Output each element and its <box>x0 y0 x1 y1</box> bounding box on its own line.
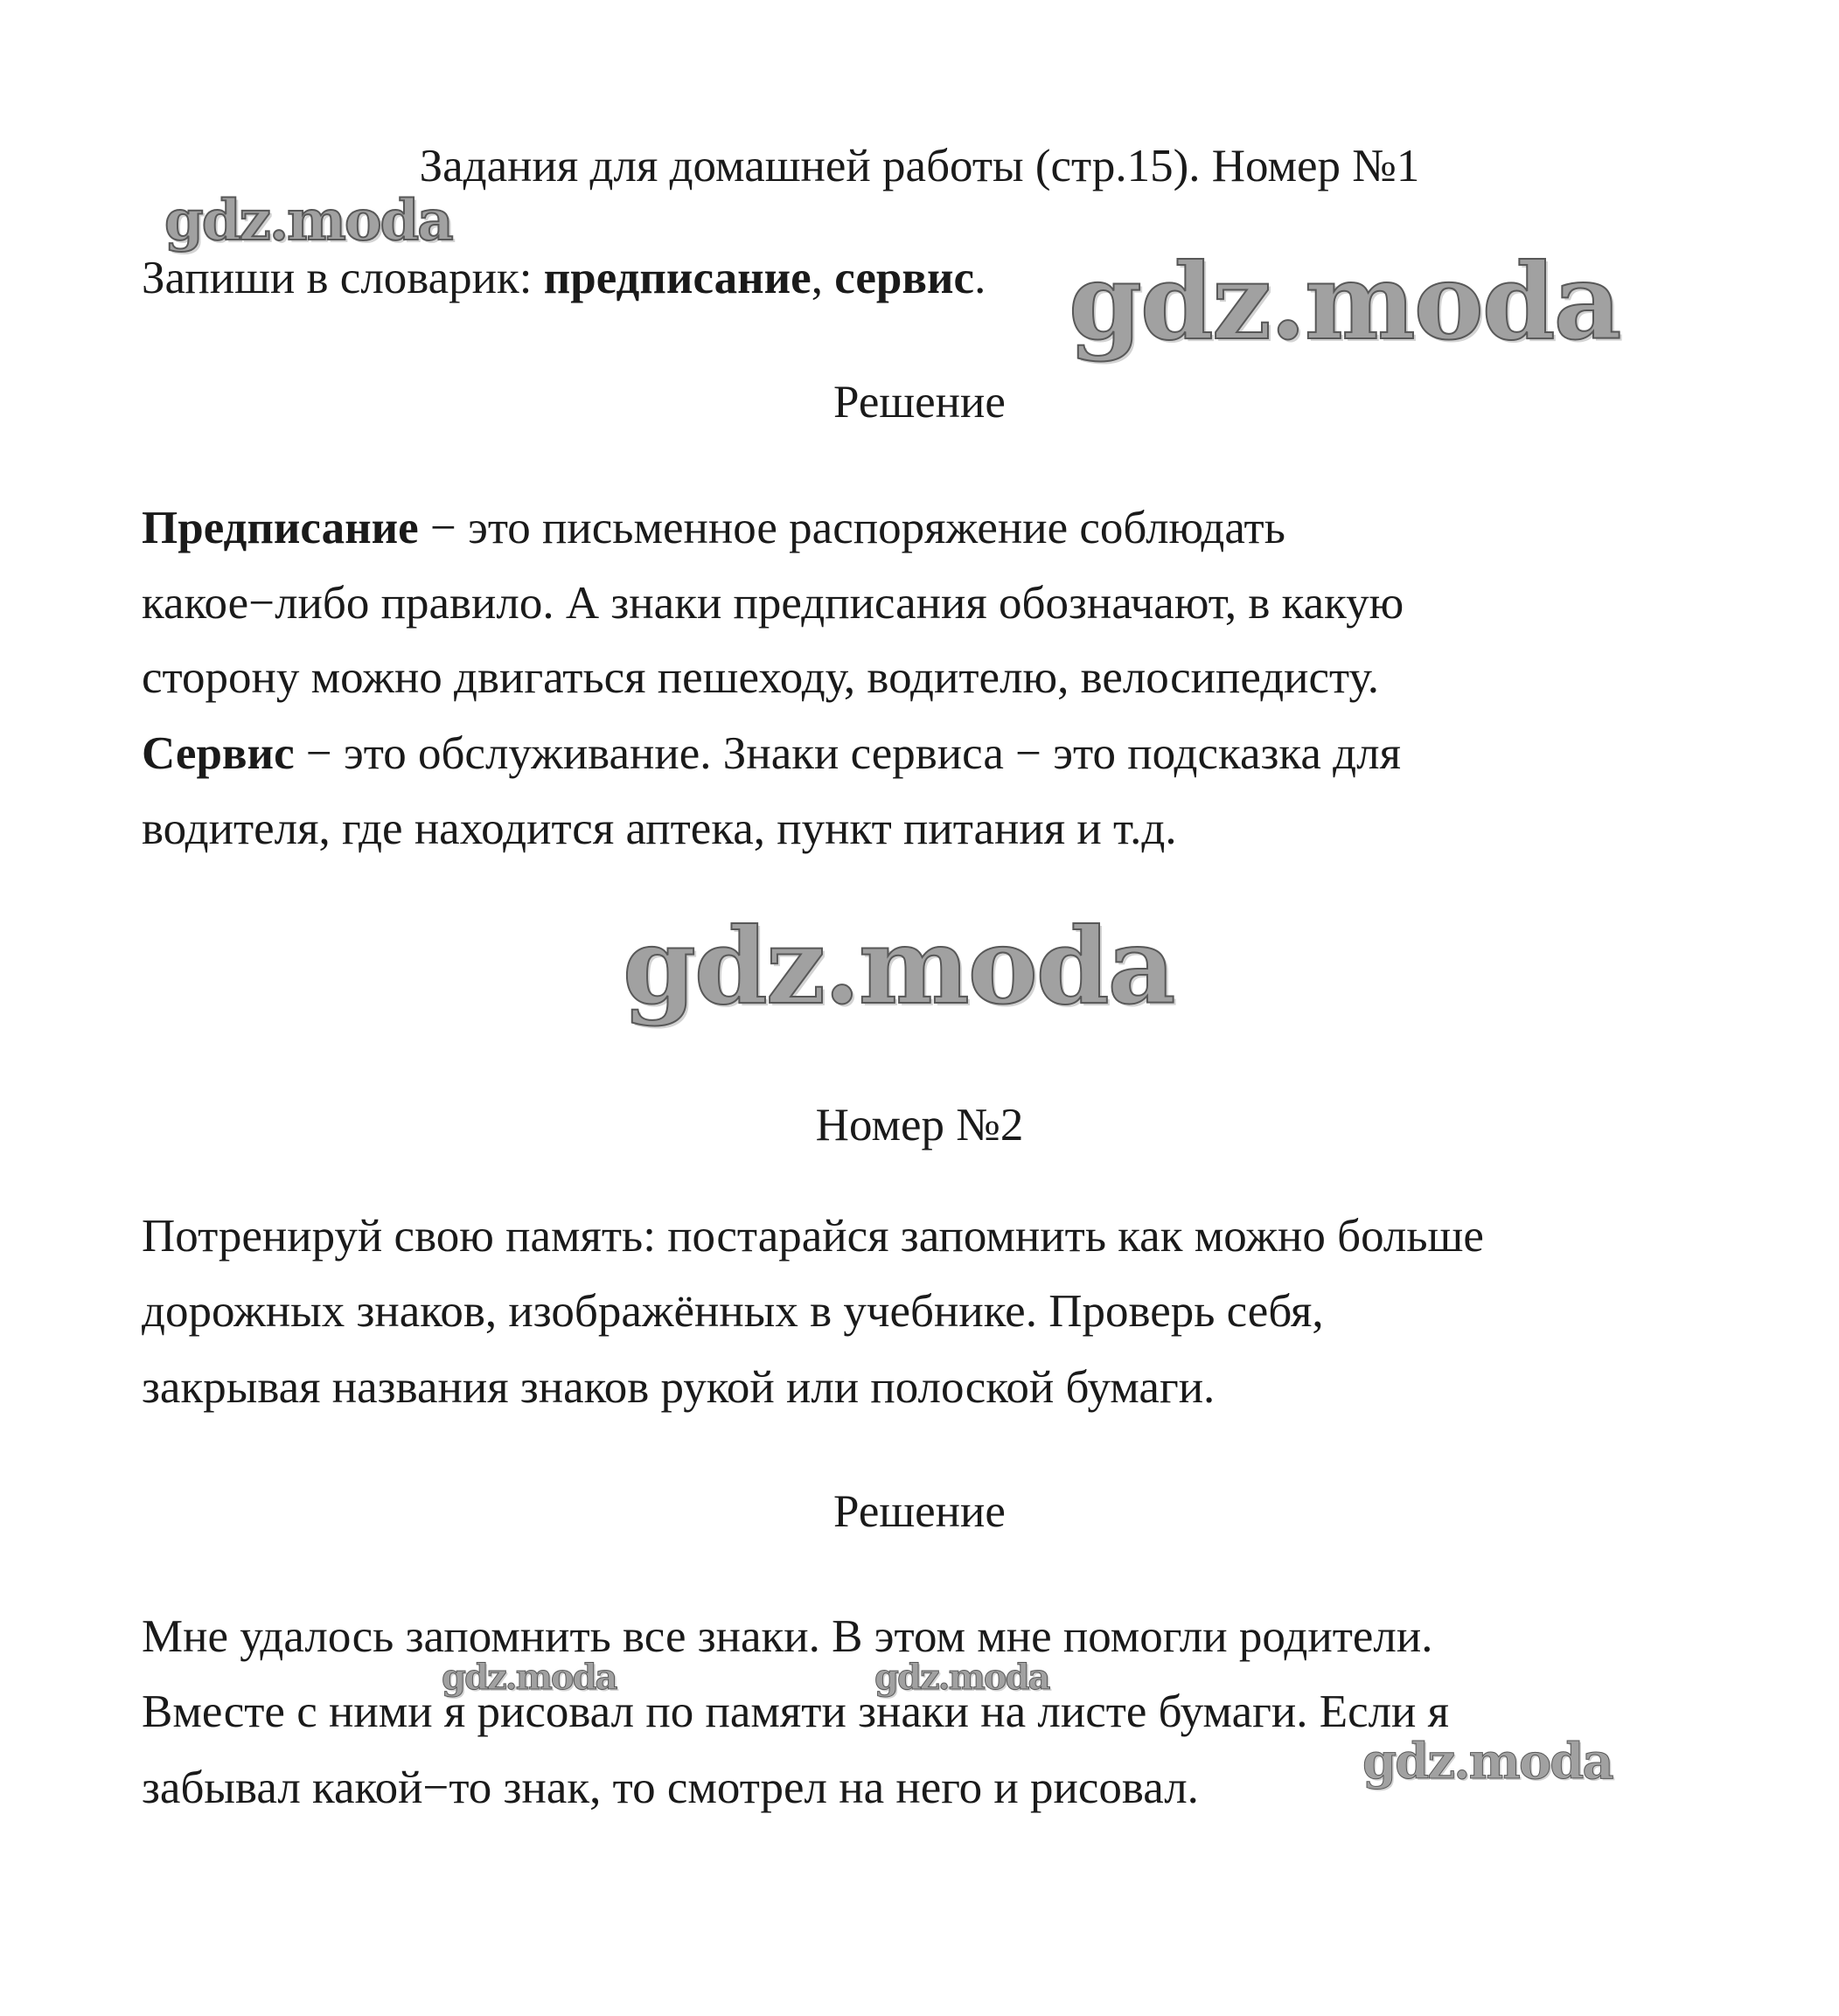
watermark-logo: gdz.moda <box>164 188 452 254</box>
solution2-heading: Решение <box>833 1486 1006 1537</box>
solution1-line-1 <box>142 500 1285 556</box>
watermark-logo: gdz.moda <box>623 905 1174 1028</box>
task2-line-1: Потренируй свою память: постарайся запомнить как можно больше <box>142 1211 1484 1262</box>
task2-line-3: закрывая названия знаков рукой или полоской бумаги. <box>142 1362 1216 1413</box>
solution1-line1-rest: − это письменное распоряжение соблюдать <box>418 503 1285 553</box>
task1-prompt-suffix: . <box>974 253 986 303</box>
watermark-logo: gdz.moda <box>1069 240 1620 364</box>
task2-heading: Номер №2 <box>815 1100 1024 1151</box>
solution1-line-4 <box>142 726 1401 782</box>
task1-prompt <box>142 250 986 306</box>
solution1-line-5: водителя, где находится аптека, пункт питания и т.д. <box>142 803 1177 854</box>
solution1-line-2: какое−либо правило. А знаки предписания обозначают, в какую <box>142 578 1404 629</box>
task1-prompt-prefix: Запиши в словарик: <box>142 253 544 303</box>
watermark-logo: gdz.moda <box>874 1657 1049 1698</box>
task1-separator: , <box>811 253 835 303</box>
solution1-heading: Решение <box>833 377 1006 428</box>
solution1-line-3: сторону можно двигаться пешеходу, водителю, велосипедисту. <box>142 652 1379 703</box>
page-title: Задания для домашней работы (стр.15). Номер №1 <box>419 141 1420 191</box>
solution2-line-2: Вместе с ними я рисовал по памяти знаки на листе бумаги. Если я <box>142 1686 1450 1737</box>
solution1-term-prescription: Предписание <box>142 503 419 553</box>
solution2-line-3: забывал какой−то знак, то смотрел на него и рисовал. <box>142 1762 1199 1813</box>
task2-line-2: дорожных знаков, изображённых в учебнике. Проверь себя, <box>142 1286 1324 1337</box>
watermark-logo: gdz.moda <box>1362 1733 1613 1790</box>
solution1-line4-rest: − это обслуживание. Знаки сервиса − это подсказка для <box>294 728 1401 779</box>
task1-term-service: сервис <box>834 253 975 303</box>
solution1-term-service: Сервис <box>142 728 295 779</box>
watermark-logo: gdz.moda <box>442 1657 616 1698</box>
solution2-line-1: Мне удалось запомнить все знаки. В этом мне помогли родители. <box>142 1611 1433 1662</box>
task1-term-prescription: предписание <box>543 253 812 303</box>
